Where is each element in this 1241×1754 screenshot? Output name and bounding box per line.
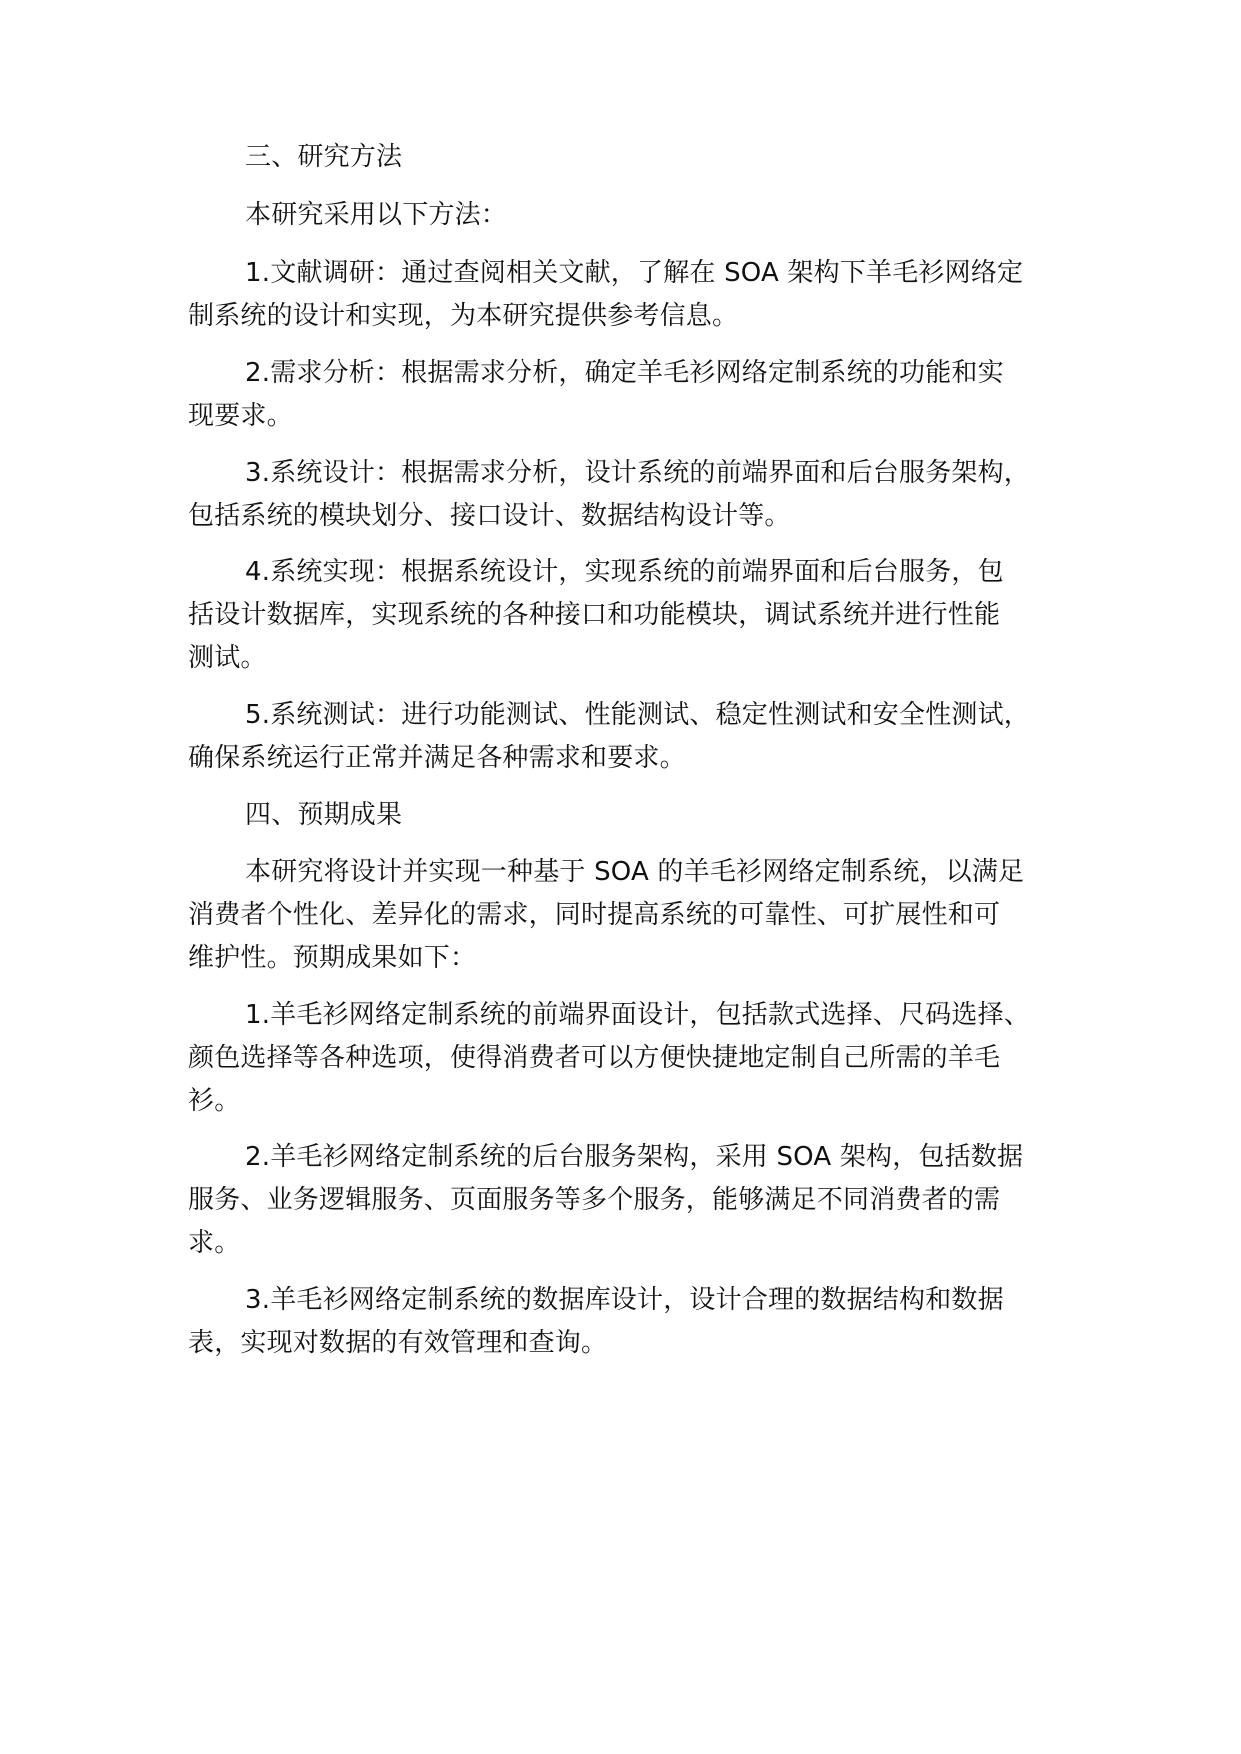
paragraph-line: 制系统的设计和实现，为本研究提供参考信息。 (188, 301, 739, 331)
paragraph-line: 3.系统设计：根据需求分析，设计系统的前端界面和后台服务架构， (245, 458, 1031, 488)
paragraph-line: 2.羊毛衫网络定制系统的后台服务架构，采用 SOA 架构，包括数据 (245, 1142, 1024, 1172)
paragraph-line: 表，实现对数据的有效管理和查询。 (188, 1328, 608, 1358)
paragraph-line: 衫。 (188, 1086, 241, 1116)
paragraph-line: 维护性。预期成果如下： (188, 943, 477, 973)
section-heading-research-methods: 三、研究方法 (245, 142, 403, 172)
paragraph-line: 1.文献调研：通过查阅相关文献，了解在 SOA 架构下羊毛衫网络定 (245, 258, 1024, 288)
paragraph-line: 1.羊毛衫网络定制系统的前端界面设计，包括款式选择、尺码选择、 (245, 1000, 1031, 1030)
paragraph-line: 服务、业务逻辑服务、页面服务等多个服务，能够满足不同消费者的需 (188, 1185, 1001, 1215)
paragraph-line: 包括系统的模块划分、接口设计、数据结构设计等。 (188, 501, 791, 531)
paragraph-line: 本研究将设计并实现一种基于 SOA 的羊毛衫网络定制系统，以满足 (245, 857, 1025, 887)
paragraph-line: 括设计数据库，实现系统的各种接口和功能模块，调试系统并进行性能 (188, 600, 1001, 630)
paragraph-line: 确保系统运行正常并满足各种需求和要求。 (188, 743, 686, 773)
paragraph-line: 现要求。 (188, 401, 293, 431)
paragraph-line: 5.系统测试：进行功能测试、性能测试、稳定性测试和安全性测试， (245, 700, 1031, 730)
paragraph-line: 颜色选择等各种选项，使得消费者可以方便快捷地定制自己所需的羊毛 (188, 1043, 1001, 1073)
paragraph-line: 测试。 (188, 643, 267, 673)
paragraph-line: 3.羊毛衫网络定制系统的数据库设计，设计合理的数据结构和数据 (245, 1285, 1004, 1315)
paragraph-line: 2.需求分析：根据需求分析，确定羊毛衫网络定制系统的功能和实 (245, 358, 1004, 388)
paragraph-line: 求。 (188, 1228, 241, 1258)
paragraph-line: 本研究采用以下方法： (245, 200, 508, 230)
paragraph-line: 4.系统实现：根据系统设计，实现系统的前端界面和后台服务，包 (245, 557, 1004, 587)
section-heading-expected-results: 四、预期成果 (245, 800, 403, 830)
paragraph-line: 消费者个性化、差异化的需求，同时提高系统的可靠性、可扩展性和可 (188, 900, 1001, 930)
